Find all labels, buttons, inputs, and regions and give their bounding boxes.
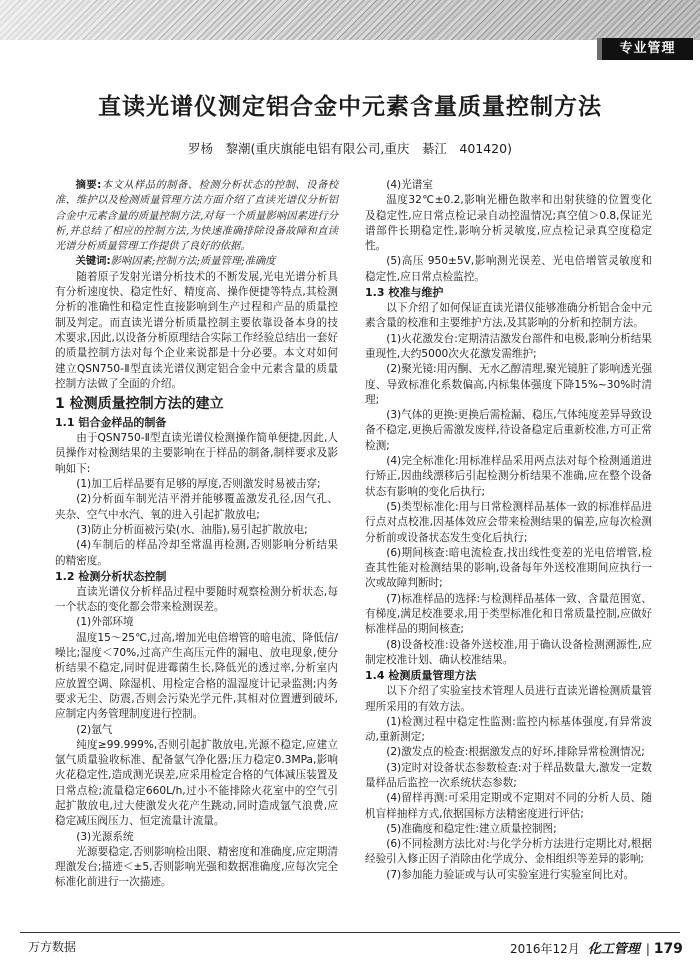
- journal-name: 化工管理: [587, 942, 640, 957]
- paragraph: 温度15～25℃,过高,增加光电倍增管的暗电流、降低信/噪比;湿度＜70%,过高产生高压元件的漏电、放电现象,使分析结果不稳定,同时促进霉菌生长,降低光的透过率,分析室内应放置空调、除湿机、用检定合格的温湿度计记录监测;内务要求无尘、防震,否则会污染光学元件,其相对位置遭到破坏,应制定内务管理制度进行控制。: [55, 631, 338, 721]
- list-item: (4)车制后的样品冷却至常温再检测,否则影响分析结果的精密度。: [55, 539, 338, 567]
- list-item: (6)期间核查:暗电流检查,找出线性变差的光电倍增管,检查其性能对检测结果的影响,设备每年外送校准期间应执行一次或故障判断时;: [365, 546, 652, 590]
- intro-paragraph: 随着原子发射光谱分析技术的不断发展,光电光谱分析具有分析速度快、稳定性好、精度高、操作便捷等特点,其检测分析的准确性和稳定性直接影响到生产过程和产品的质量控制及判定。而直读光谱分析质量控制主要依靠设备本身的技术要求,因此,以设备分析原理结合实际工作经验总结出一套好的质量控制方法对每个企业来说都是十分必要。本文对如何建立QSN750-Ⅱ型直读光谱仪测定铝合金中元素含量的质量控制方法做了全面的介绍。: [55, 270, 338, 390]
- footer-info: [510, 938, 683, 957]
- right-column: [365, 178, 652, 883]
- article-title: 直读光谱仪测定铝合金中元素含量质量控制方法: [98, 94, 602, 120]
- keywords: 影响因素;控制方法;质量管理;准确度: [110, 255, 276, 268]
- keywords-label: 关键词:: [75, 255, 111, 268]
- paragraph: 直读光谱仪分析样品过程中要随时观察检测分析状态,每一个状态的变化都会带来检测误差。: [55, 585, 338, 614]
- left-column: [55, 178, 338, 891]
- list-item: (8)设备校准:设备外送校准,用于确认设备检测溯源性,应制定校准计划、确认校准结果。: [365, 638, 652, 666]
- paragraph: 纯度≥99.999%,否则引起扩散放电,光源不稳定,应建立氩气质量验收标准、配备氩气净化器;压力稳定0.3MPa,影响火花稳定性,造成测光误差,应采用检定合格的气体减压装置及日常点检;流量稳定660L/h,过小不能排除火花室中的空气引起扩散放电,过大使激发火花产生跳动,同时造成氩气浪费,应稳定减压阀压力、恒定流量计流量。: [55, 738, 338, 828]
- list-item: (1)火花激发台:定期清洁激发台部件和电极,影响分析结果重现性,大约5000次火花激发需维护;: [365, 332, 652, 360]
- paragraph: 以下介绍了实验室技术管理人员进行直读光谱检测质量管理所采用的有效方法。: [365, 685, 652, 713]
- section-1-3-heading: 1.3 校准与维护: [365, 286, 444, 300]
- paragraph: 温度32℃±0.2,影响光栅色散率和出射狭缝的位置变化及稳定性,应日常点检记录自动控温情况;真空值＞0.8,保证光谱部件长期稳定性,影响分析灵敏度,应点检记录真空度稳定性。: [365, 194, 652, 253]
- paragraph: 以下介绍了如何保证直读光谱仪能够准确分析铝合金中元素含量的校准和主要维护方法,及其影响的分析和控制方法。: [365, 302, 652, 330]
- list-item: (7)标准样品的选择:与检测样品基体一致、含量范围宽、有梯度,满足校准要求,用于类型标准化和日常质量控制,应做好标准样品的期间核查;: [365, 592, 652, 636]
- list-item: (2)激发点的检查:根据激发点的好坏,排除异常检测情况;: [386, 746, 645, 759]
- abstract-text: 本文从样品的制备、检测分析状态的控制、设备校准、维护以及检测质量管理方法方面介绍了直读光谱仪分析铝合金中元素含量的质量控制方法,对每一个质量影响因素进行分析,并总结了相应的控制方法,为快速准确排除设备故障和直读光谱分析质量管理工作提供了良好的依据。: [55, 179, 339, 253]
- list-item: (4)留样再测:可采用定期或不定期对不同的分析人员、随机盲样抽样方式,依据国标方法精密度进行评估;: [365, 792, 652, 820]
- section-1-4-heading: 1.4 检测质量管理方法: [365, 669, 477, 683]
- section-tag: 专业管理: [597, 38, 693, 60]
- footer-source: 万方数据: [28, 940, 77, 954]
- page-number: 179: [653, 941, 683, 957]
- subheading: (1)外部环境: [76, 616, 134, 629]
- paragraph: 光源要稳定,否则影响检出限、精密度和准确度,应定期清理激发台;描迹＜±5,否则影响光强和数据准确度,应每次完全标准化前进行一次描迹。: [55, 845, 338, 889]
- list-item: (7)参加能力验证或与认可实验室进行实验室间比对。: [386, 868, 635, 881]
- abstract: [55, 178, 338, 270]
- footer-rule: [20, 932, 680, 933]
- list-item: (1)检测过程中稳定性监测:监控内标基体强度,有异常波动,重新测定;: [365, 715, 652, 744]
- list-item: (2)聚光镜:用丙酮、无水乙醇清理,聚光镜脏了影响透光强度、导致标准化系数偏高,内标集体强度下降15%~30%时清理;: [365, 363, 652, 406]
- abstract-label: 摘要:: [75, 179, 102, 191]
- section-1-heading: 1 检测质量控制方法的建立: [55, 396, 224, 413]
- list-item: (2)分析面车制光洁平滑并能够覆盖激发孔径,因气孔、夹杂、空气中水汽、氧的进入引起扩散放电;: [55, 493, 338, 521]
- list-item: (3)气体的更换:更换后需检漏、稳压,气体纯度差异导致设备不稳定,更换后需激发废样,待设备稳定后重新校准,方可正常检测;: [365, 409, 652, 452]
- subheading: (3)光源系统: [76, 830, 134, 843]
- list-item: (3)定时对设备状态参数检查:对于样品数量大,激发一定数量样品后监控一次系统状态参数;: [365, 761, 652, 789]
- separator: |: [645, 942, 650, 956]
- section-1-2-heading: 1.2 检测分析状态控制: [55, 569, 167, 583]
- list-item: (3)防止分析面被污染(水、油脂),易引起扩散放电;: [76, 523, 308, 536]
- authors: 罗杨 黎潮(重庆旗能电铝有限公司,重庆 綦江 401420): [188, 141, 512, 156]
- paragraph: 由于QSN750-Ⅱ型直读光谱仪检测操作简单便捷,因此,人员操作对检测结果的主要影响在于样品的制备,制样要求及影响如下:: [55, 432, 338, 475]
- list-item: (6)不同检测方法比对:与化学分析方法进行定期比对,根据经验引入修正因子消除由化学成分、金相组织等差异的影响;: [365, 838, 652, 866]
- list-item: (5)准确度和稳定性:建立质量控制图;: [386, 822, 557, 835]
- subheading: (2)氩气: [76, 723, 113, 736]
- paragraph: (5)高压 950±5V,影响测光误差、光电倍增管灵敏度和稳定性,应日常点检监控。: [365, 255, 652, 283]
- section-1-1-heading: 1.1 铝合金样品的制备: [55, 416, 167, 430]
- header-band: [0, 0, 700, 40]
- list-item: (1)加工后样品要有足够的厚度,否则激发时易被击穿;: [76, 478, 321, 491]
- list-item: (5)类型标准化:用与日常检测样品基体一致的标准样品进行点对点校准,因基体效应会带来检测结果的偏差,应每次检测分析前或设备状态发生变化后执行;: [365, 500, 652, 544]
- subheading: (4)光谱室: [386, 179, 433, 191]
- list-item: (4)完全标准化:用标准样品采用两点法对每个检测通道进行矫正,因曲线漂移后引起检测分析结果不准确,应在整个设备状态有影响的变化后执行;: [365, 455, 652, 498]
- footer-date: 2016年12月: [510, 942, 580, 956]
